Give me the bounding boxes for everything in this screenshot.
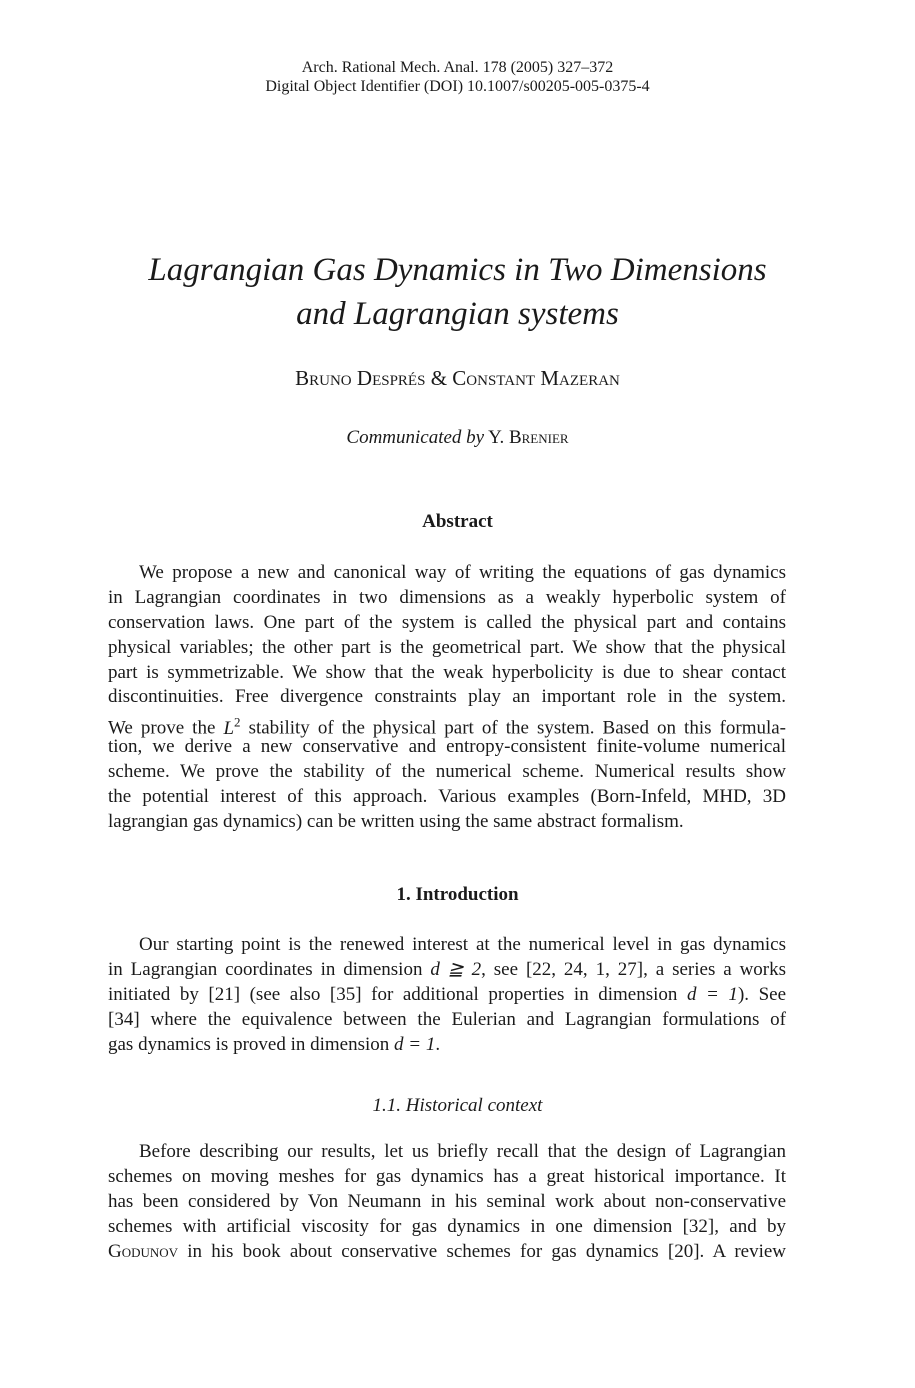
history-line: Before describing our results, let us briefly recall that the design of Lagrangian <box>139 1141 786 1162</box>
abstract-line: in Lagrangian coordinates in two dimensions as a weakly hyperbolic system of <box>108 586 786 608</box>
abstract-heading: Abstract <box>422 511 493 532</box>
communicated-prefix: Communicated by <box>346 427 485 448</box>
history-line: Godunov in his book about conservative schemes for gas dynamics [20]. A review <box>108 1240 787 1262</box>
communicating-editor: Y. Brenier <box>488 427 569 448</box>
author-list <box>0 366 915 391</box>
math-l2: $L^2$ <box>223 714 241 739</box>
abstract-line: We propose a new and canonical way of writing the equations of gas dynamics <box>139 562 786 583</box>
history-line: schemes with artificial viscosity for gas dynamics in one dimension [32], and by <box>108 1215 786 1237</box>
abstract-line: physical variables; the other part is the geometrical part. We show that the physical <box>108 636 786 658</box>
abstract-line: We prove the $L^2$ stability of the physical part of the system. Based on this formula- <box>108 714 787 739</box>
abstract-line: the potential interest of this approach. Various examples (Born-Infeld, MHD, 3D <box>108 786 786 808</box>
communicated-by <box>0 427 915 449</box>
history-line: schemes on moving meshes for gas dynamics has a great historical importance. It <box>108 1165 786 1187</box>
author-1: Bruno Després <box>295 366 426 390</box>
journal-citation: Arch. Rational Mech. Anal. 178 (2005) 327–372 <box>301 59 614 76</box>
abstract-line: discontinuities. Free divergence constraints play an important role in the system. <box>108 686 786 708</box>
historical-context-text <box>108 1140 786 1264</box>
doi-line: Digital Object Identifier (DOI) 10.1007/s00205-005-0375-4 <box>265 78 650 95</box>
intro-line: in Lagrangian coordinates in dimension d ≧ 2, see [22, 24, 1, 27], a series a works <box>108 958 787 980</box>
historical-context-heading: 1.1. Historical context <box>372 1095 543 1116</box>
abstract-line: conservation laws. One part of the system is called the physical part and contains <box>108 611 786 633</box>
author-2: Constant Mazeran <box>452 366 620 390</box>
abstract-line: lagrangian gas dynamics) can be written using the same abstract formalism. <box>108 810 684 832</box>
introduction-text <box>108 933 786 1057</box>
intro-line: Our starting point is the renewed interest at the numerical level in gas dynamics <box>139 934 786 955</box>
abstract-line: tion, we derive a new conservative and entropy-consistent finite-volume numerical <box>108 736 786 758</box>
paper-title-line-2: and Lagrangian systems <box>296 296 619 332</box>
intro-line: gas dynamics is proved in dimension d = 1. <box>108 1033 441 1055</box>
abstract-text <box>108 561 786 835</box>
abstract-line: scheme. We prove the stability of the numerical scheme. Numerical results show <box>108 761 786 783</box>
paper-title-line-1: Lagrangian Gas Dynamics in Two Dimensions <box>148 252 767 288</box>
intro-line: [34] where the equivalence between the Eulerian and Lagrangian formulations of <box>108 1008 786 1030</box>
history-line: has been considered by Von Neumann in his seminal work about non-conservative <box>108 1190 786 1212</box>
introduction-heading: 1. Introduction <box>396 884 519 905</box>
intro-line: initiated by [21] (see also [35] for additional properties in dimension d = 1). See <box>108 983 787 1005</box>
author-separator: & <box>430 366 448 390</box>
abstract-line: part is symmetrizable. We show that the weak hyperbolicity is due to shear contact <box>108 661 786 683</box>
